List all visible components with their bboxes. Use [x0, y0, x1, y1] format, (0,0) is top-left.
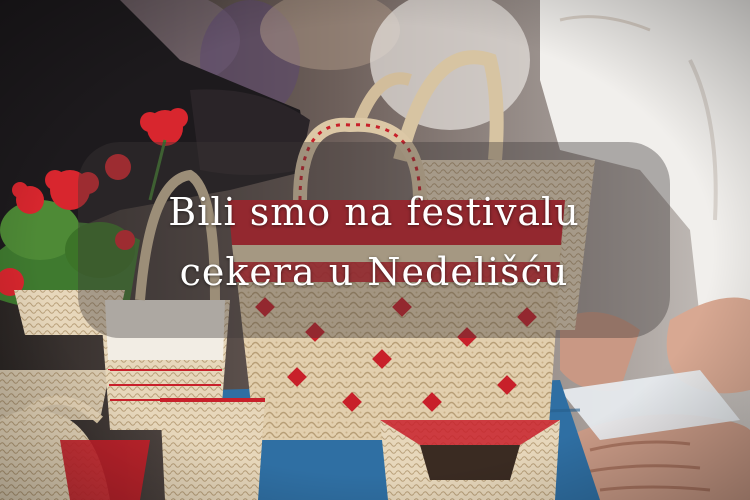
caption [78, 182, 670, 302]
caption-line-1: Bili smo na festivalu [168, 190, 580, 234]
caption-line-2: cekera u Nedelišću [179, 250, 569, 294]
